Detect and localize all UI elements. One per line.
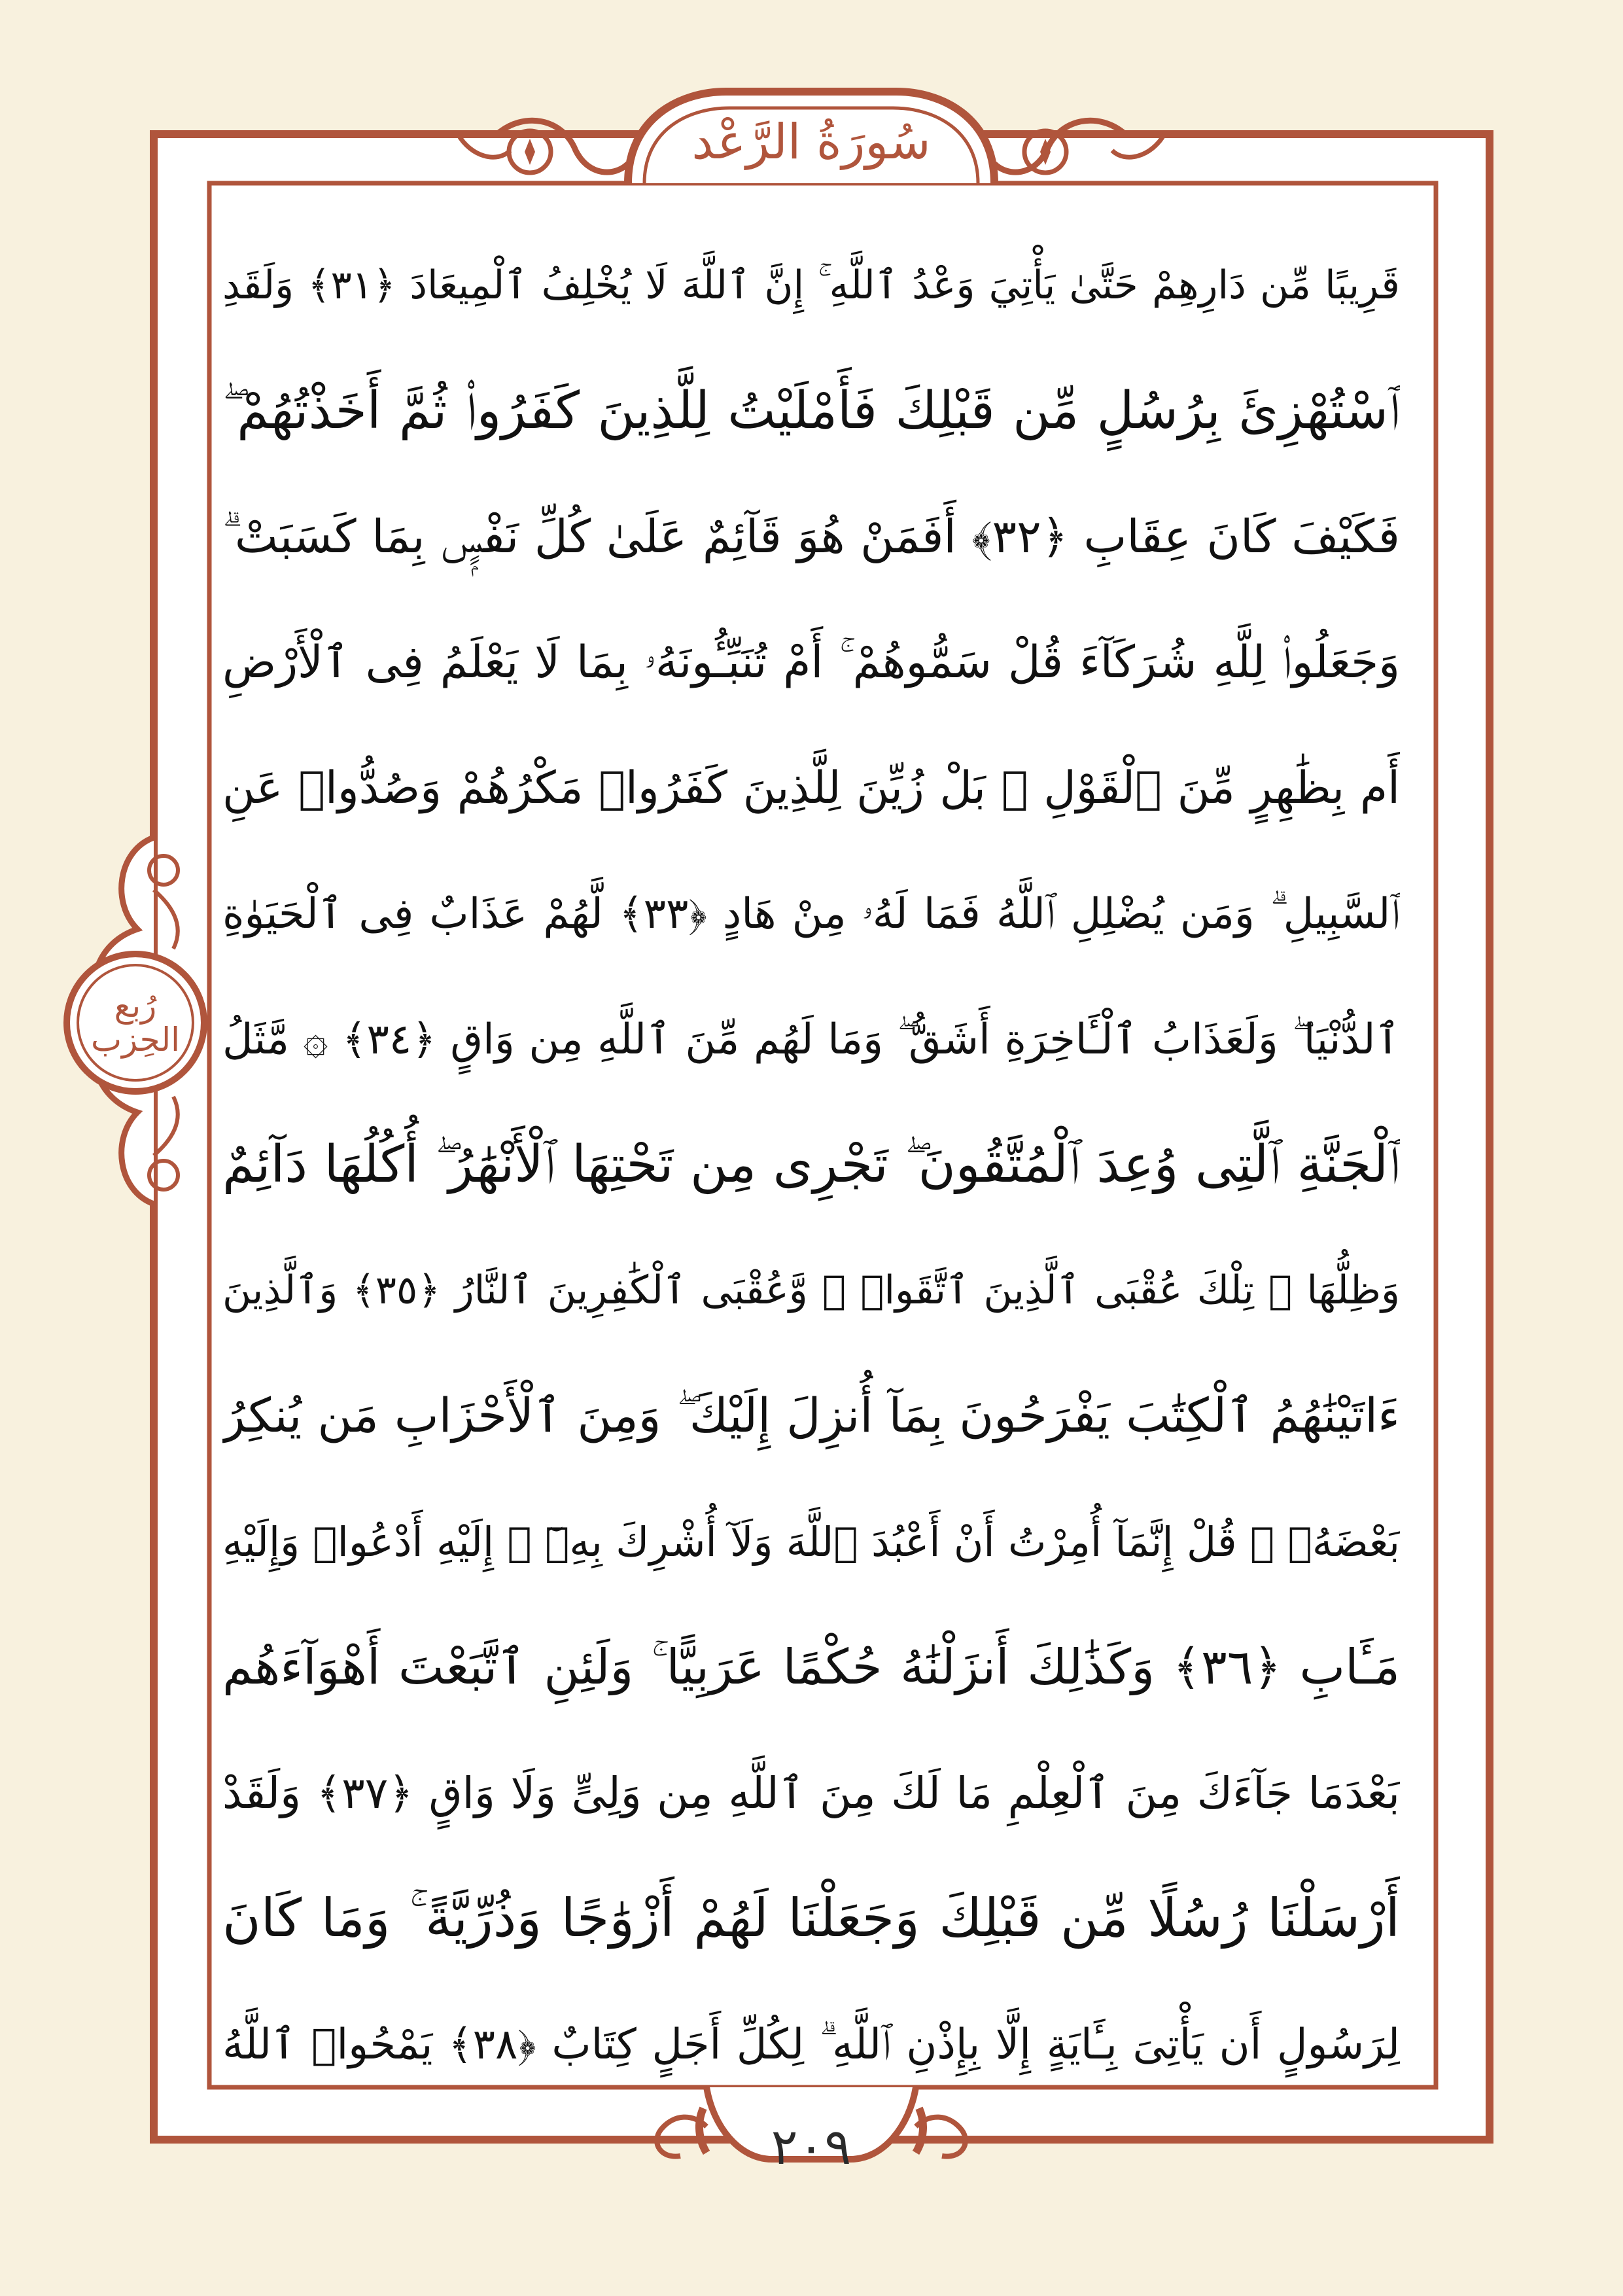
verse-line: لِرَسُولٍ أَن يَأْتِىَ بِـَٔايَةٍ إِلَّا بِإِذْنِ ٱللَّهِ ۗ لِكُلِّ أَجَلٍ كِتَابٌ ﴿٣٨﴾ يَمْحُوا۟ ٱللَّهُ [222,2020,1400,2069]
verse-line: وَجَعَلُوا۟ لِلَّهِ شُرَكَآءَ قُلْ سَمُّوهُمْ ۚ أَمْ تُنَبِّـُٔونَهُۥ بِمَا لَا يَعْلَمُ فِى ٱلْأَرْضِ [222,636,1400,688]
hizb-marker-line2: الحِزب [90,1021,181,1059]
verse-line: ءَاتَيْنَٰهُمُ ٱلْكِتَٰبَ يَفْرَحُونَ بِمَآ أُنزِلَ إِلَيْكَ ۖ وَمِنَ ٱلْأَحْزَابِ مَن يُنكِرُ [222,1388,1400,1443]
verse-line: ٱلسَّبِيلِ ۗ وَمَن يُضْلِلِ ٱللَّهُ فَمَا لَهُۥ مِنْ هَادٍ ﴿٣٣﴾ لَّهُمْ عَذَابٌ فِى ٱلْحَيَوٰةِ [222,889,1400,938]
verse-line: فَكَيْفَ كَانَ عِقَابِ ﴿٣٢﴾ أَفَمَنْ هُوَ قَآئِمٌ عَلَىٰ كُلِّ نَفْسٍۭ بِمَا كَسَبَتْ ۗ [222,509,1400,563]
hizb-marker [73,961,198,1085]
quran-text-block [222,222,1400,2113]
verse-line: وَظِلُّهَا ۚ تِلْكَ عُقْبَى ٱلَّذِينَ ٱتَّقَوا۟ ۖ وَّعُقْبَى ٱلْكَٰفِرِينَ ٱلنَّارُ ﴿٣٥﴾ وَٱلَّذِينَ [222,1267,1400,1313]
verse-line: قَرِيبًا مِّن دَارِهِمْ حَتَّىٰ يَأْتِيَ وَعْدُ ٱللَّهِ ۚ إِنَّ ٱللَّهَ لَا يُخْلِفُ ٱلْمِيعَادَ ﴿٣١﴾ وَلَقَدِ [222,262,1400,308]
verse-line: أَرْسَلْنَا رُسُلًا مِّن قَبْلِكَ وَجَعَلْنَا لَهُمْ أَزْوَٰجًا وَذُرِّيَّةً ۚ وَمَا كَانَ [222,1888,1400,1949]
page-number: ٢٠٩ [771,2117,852,2176]
verse-line: ٱسْتُهْزِئَ بِرُسُلٍ مِّن قَبْلِكَ فَأَمْلَيْتُ لِلَّذِينَ كَفَرُوا۟ ثُمَّ أَخَذْتُهُمْ ۖ [222,381,1400,440]
verse-line: بَعْدَمَا جَآءَكَ مِنَ ٱلْعِلْمِ مَا لَكَ مِنَ ٱللَّهِ مِن وَلِىٍّ وَلَا وَاقٍ ﴿٣٧﴾ وَلَقَدْ [222,1767,1400,1818]
surah-title: سُورَةُ الرَّعْد [691,114,931,170]
verse-line: بَعْضَهُۥ ۚ قُلْ إِنَّمَآ أُمِرْتُ أَنْ أَعْبُدَ ٱللَّهَ وَلَآ أُشْرِكَ بِهِۦٓ ۚ إِلَيْهِ أَدْعُوا۟ وَإِلَيْهِ [222,1517,1400,1566]
verse-line: مَـَٔابِ ﴿٣٦﴾ وَكَذَٰلِكَ أَنزَلْنَٰهُ حُكْمًا عَرَبِيًّا ۚ وَلَئِنِ ٱتَّبَعْتَ أَهْوَآءَهُم [222,1638,1400,1695]
verse-line: ٱلدُّنْيَا ۖ وَلَعَذَابُ ٱلْـَٔاخِرَةِ أَشَقُّ ۖ وَمَا لَهُم مِّنَ ٱللَّهِ مِن وَاقٍ ﴿٣٤﴾ ۞ مَّثَلُ [222,1015,1400,1064]
verse-line: ٱلْجَنَّةِ ٱلَّتِى وُعِدَ ٱلْمُتَّقُونَ ۖ تَجْرِى مِن تَحْتِهَا ٱلْأَنْهَٰرُ ۖ أُكُلُهَا دَآئِمٌ [222,1135,1400,1194]
verse-line: أَم بِظَٰهِرٍ مِّنَ ٱلْقَوْلِ ۗ بَلْ زُيِّنَ لِلَّذِينَ كَفَرُوا۟ مَكْرُهُمْ وَصُدُّوا۟ عَنِ [222,762,1400,814]
hizb-marker-line1: رُبع [114,986,157,1025]
